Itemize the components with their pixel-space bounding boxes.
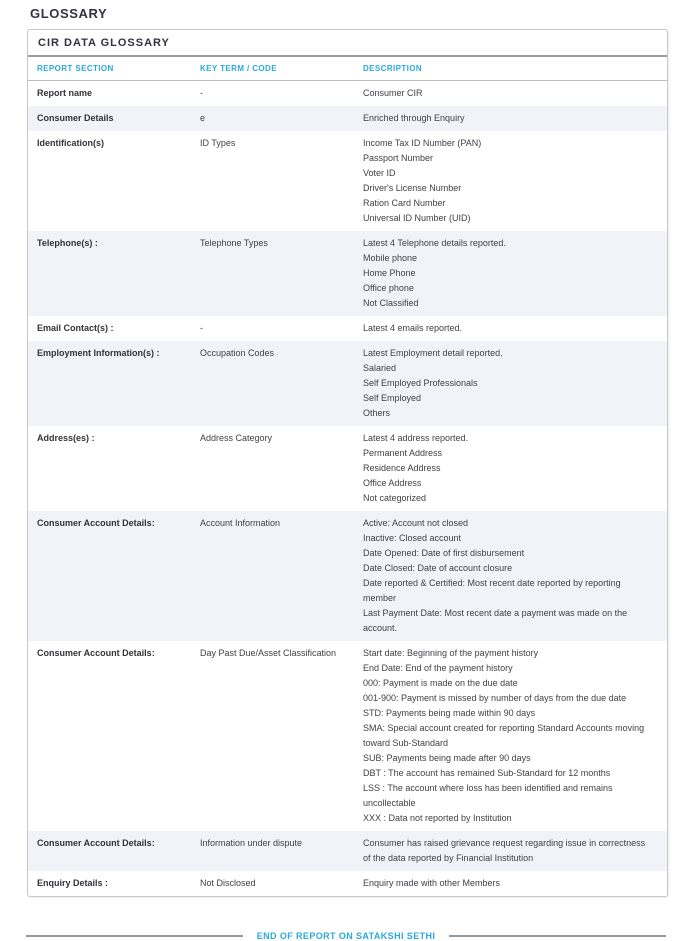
description-line: Universal ID Number (UID) bbox=[363, 213, 471, 223]
key-term-cell: e bbox=[200, 113, 206, 123]
description-line: 001-900: Payment is missed by number of days from the due date bbox=[363, 693, 627, 703]
description-line: Not categorized bbox=[363, 493, 427, 503]
description-cell bbox=[363, 346, 659, 421]
description-line: Income Tax ID Number (PAN) bbox=[363, 138, 482, 148]
glossary-table-header: CIR DATA GLOSSARY bbox=[28, 30, 667, 57]
key-term-cell: ID Types bbox=[200, 138, 236, 148]
description-line: Date Closed: Date of account closure bbox=[363, 563, 513, 573]
key-term-cell: Information under dispute bbox=[200, 838, 303, 848]
key-term-cell: Day Past Due/Asset Classification bbox=[200, 648, 337, 658]
description-line: Office phone bbox=[363, 283, 414, 293]
description-line: Ration Card Number bbox=[363, 198, 446, 208]
key-term-cell: Address Category bbox=[200, 433, 273, 443]
description-line: Voter ID bbox=[363, 168, 396, 178]
key-term-cell: - bbox=[200, 323, 203, 333]
description-line: Others bbox=[363, 408, 391, 418]
report-section-cell: Report name bbox=[37, 88, 93, 98]
table-body bbox=[28, 81, 667, 896]
report-section-cell: Email Contact(s) : bbox=[37, 323, 114, 333]
description-line: Passport Number bbox=[363, 153, 434, 163]
description-line: Consumer CIR bbox=[363, 88, 423, 98]
description-cell bbox=[363, 321, 659, 336]
description-line: Inactive: Closed account bbox=[363, 533, 462, 543]
description-line: Driver's License Number bbox=[363, 183, 462, 193]
description-line: Self Employed bbox=[363, 393, 422, 403]
description-line: Permanent Address bbox=[363, 448, 443, 458]
table-row bbox=[28, 81, 667, 106]
key-term-cell: Telephone Types bbox=[200, 238, 268, 248]
table-row bbox=[28, 106, 667, 131]
description-line: LSS : The account where loss has been identified and remains uncollectable bbox=[363, 783, 613, 808]
column-header-key-term: KEY TERM / CODE bbox=[200, 64, 277, 73]
table-row bbox=[28, 231, 667, 316]
description-line: Date reported & Certified: Most recent date reported by reporting member bbox=[363, 578, 621, 603]
end-of-report-label: END OF REPORT ON SATAKSHI SETHI bbox=[256, 931, 436, 941]
end-of-report-footer bbox=[0, 931, 692, 941]
description-line: Residence Address bbox=[363, 463, 441, 473]
description-line: STD: Payments being made within 90 days bbox=[363, 708, 536, 718]
description-cell bbox=[363, 236, 659, 311]
description-cell bbox=[363, 876, 659, 891]
report-section-cell: Address(es) : bbox=[37, 433, 95, 443]
description-cell bbox=[363, 646, 659, 826]
description-line: Active: Account not closed bbox=[363, 518, 469, 528]
report-section-cell: Enquiry Details : bbox=[37, 878, 109, 888]
description-line: Start date: Beginning of the payment history bbox=[363, 648, 539, 658]
description-line: Office Address bbox=[363, 478, 422, 488]
description-line: Mobile phone bbox=[363, 253, 418, 263]
description-line: End Date: End of the payment history bbox=[363, 663, 513, 673]
column-header-row bbox=[28, 57, 667, 81]
report-section-cell: Identification(s) bbox=[37, 138, 104, 148]
key-term-cell: - bbox=[200, 88, 203, 98]
description-line: Latest 4 address reported. bbox=[363, 433, 469, 443]
table-row bbox=[28, 871, 667, 896]
report-section-cell: Consumer Account Details: bbox=[37, 648, 155, 658]
key-term-cell: Occupation Codes bbox=[200, 348, 275, 358]
description-line: 000: Payment is made on the due date bbox=[363, 678, 518, 688]
table-row bbox=[28, 426, 667, 511]
report-section-cell: Employment Information(s) : bbox=[37, 348, 160, 358]
description-cell bbox=[363, 136, 659, 226]
description-line: Salaried bbox=[363, 363, 397, 373]
description-line: Latest 4 emails reported. bbox=[363, 323, 463, 333]
description-cell bbox=[363, 516, 659, 636]
description-line: Self Employed Professionals bbox=[363, 378, 478, 388]
description-line: Not Classified bbox=[363, 298, 419, 308]
description-line: Enriched through Enquiry bbox=[363, 113, 465, 123]
description-line: DBT : The account has remained Sub-Standard for 12 months bbox=[363, 768, 611, 778]
description-line: Home Phone bbox=[363, 268, 416, 278]
description-line: Enquiry made with other Members bbox=[363, 878, 501, 888]
footer-divider-right bbox=[449, 935, 666, 937]
description-cell bbox=[363, 836, 659, 866]
table-row bbox=[28, 341, 667, 426]
table-row bbox=[28, 641, 667, 831]
table-row bbox=[28, 316, 667, 341]
table-row bbox=[28, 131, 667, 231]
key-term-cell: Account Information bbox=[200, 518, 281, 528]
description-cell bbox=[363, 431, 659, 506]
table-row bbox=[28, 511, 667, 641]
report-section-cell: Consumer Account Details: bbox=[37, 838, 155, 848]
description-line: Last Payment Date: Most recent date a payment was made on the account. bbox=[363, 608, 628, 633]
description-line: Date Opened: Date of first disbursement bbox=[363, 548, 525, 558]
description-line: SMA: Special account created for reporting Standard Accounts moving toward Sub-Standard bbox=[363, 723, 645, 748]
description-line: SUB: Payments being made after 90 days bbox=[363, 753, 531, 763]
description-line: Consumer has raised grievance request regarding issue in correctness of the data reported by Financial Institution bbox=[363, 838, 646, 863]
column-header-description: DESCRIPTION bbox=[363, 64, 423, 73]
key-term-cell: Not Disclosed bbox=[200, 878, 256, 888]
report-section-cell: Telephone(s) : bbox=[37, 238, 98, 248]
column-header-report-section: REPORT SECTION bbox=[37, 64, 114, 73]
report-section-cell: Consumer Account Details: bbox=[37, 518, 155, 528]
description-line: Latest 4 Telephone details reported. bbox=[363, 238, 506, 248]
glossary-table bbox=[27, 29, 668, 897]
table-row bbox=[28, 831, 667, 871]
description-cell bbox=[363, 86, 659, 101]
page-title: GLOSSARY bbox=[30, 6, 108, 21]
description-cell bbox=[363, 111, 659, 126]
report-section-cell: Consumer Details bbox=[37, 113, 114, 123]
description-line: Latest Employment detail reported. bbox=[363, 348, 503, 358]
footer-divider-left bbox=[26, 935, 243, 937]
description-line: XXX : Data not reported by Institution bbox=[363, 813, 512, 823]
